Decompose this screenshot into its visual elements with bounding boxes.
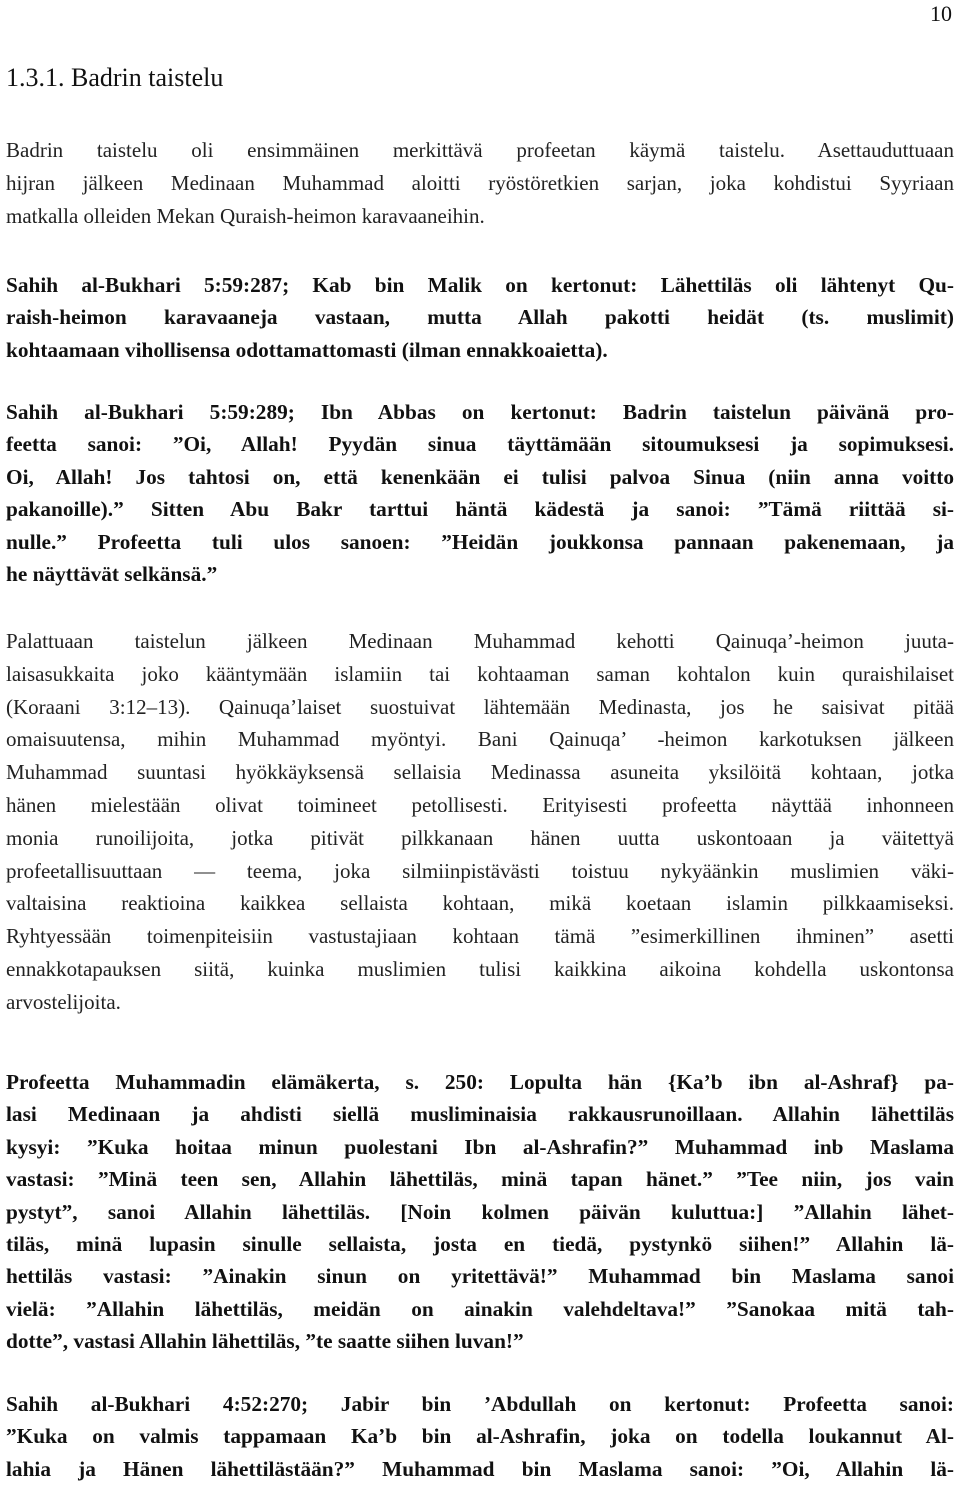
text-line: ennakkotapauksen siitä, kuinka muslimien tulisi kaikkina aikoina kohdella uskontonsa [6,956,954,981]
text-line: Muhammad suuntasi hyökkäyksensä sellaisia Medinassa asuneita yksilöitä kohtaan, jotka [6,760,954,785]
text-line: feetta sanoi: ”Oi, Allah! Pyydän sinua täyttämään sitoumuksesi ja sopimuksesi. [6,432,954,457]
text-line: nulle.” Profeetta tuli ulos sanoen: ”Heidän joukkonsa pannaan pakenemaan, ja [6,529,954,554]
text-line: profeetallisuuttaan — teema, joka silmiinpistävästi toistuu nykyäänkin muslimien väki- [6,858,954,883]
text-line: hettiläs vastasi: ”Ainakin sinun on yritettävä!” Muhammad bin Maslama sanoi [6,1264,954,1289]
text-line: Sahih al-Bukhari 5:59:287; Kab bin Malik on kertonut: Lähettiläs oli lähtenyt Qu- [6,273,954,297]
text-line: Palattuaan taistelun jälkeen Medinaan Muhammad kehotti Qainuqa’-heimon juuta- [6,629,954,653]
text-line: monia runoilijoita, jotka pitivät pilkkanaan hänen uutta uskontoaan ja väitettyä [6,825,954,850]
text-line: Sahih al-Bukhari 4:52:270; Jabir bin ’Abdullah on kertonut: Profeetta sanoi: [6,1392,954,1416]
text-line: omaisuutensa, mihin Muhammad myöntyi. Bani Qainuqa’ -heimon karkotuksen jälkeen [6,727,954,752]
text-line: pystyt”, sanoi Allahin lähettiläs. [Noin kolmen päivän kuluttua:] ”Allahin lähet- [6,1199,954,1224]
text-line: raish-heimon karavaaneja vastaan, mutta Allah pakotti heidät (ts. muslimit) [6,305,954,330]
text-line: lahia ja Hänen lähettilästään?” Muhammad bin Maslama sanoi: ”Oi, Allahin lä- [6,1456,954,1481]
text-line: Badrin taistelu oli ensimmäinen merkittävä profeetan käymä taistelu. Asettauduttuaan [6,138,954,162]
paragraph-intro [6,134,954,232]
text-line: hijran jälkeen Medinaan Muhammad aloitti ryöstöretkien sarjan, joka kohdistui Syyriaan [6,170,954,195]
text-line: ”Kuka on valmis tappamaan Ka’b bin al-Ashrafin, joka on todella loukannut Al- [6,1424,954,1449]
text-line: Profeetta Muhammadin elämäkerta, s. 250: Lopulta hän {Ka’b ibn al-Ashraf} pa- [6,1070,954,1094]
text-line: hänen mielestään olivat toimineet petollisesti. Erityisesti profeetta näyttää inhonneen [6,792,954,817]
page-number: 10 [930,1,952,26]
quote-bukhari-289 [6,396,954,590]
text-line: laisasukkaita joko kääntymään islamiin tai kohtaaman saman kohtalon kuin quraishilaiset [6,661,954,686]
paragraph-qainuqa [6,625,954,1019]
text-line: pakanoille).” Sitten Abu Bakr tarttui häntä kädestä ja sanoi: ”Tämä riittää si- [6,497,954,522]
text-line: (Koraani 3:12–13). Qainuqa’laiset suostuivat lähtemään Medinasta, jos he saisivat pitää [6,694,954,719]
text-line: dotte”, vastasi Allahin lähettiläs, ”te saatte siihen luvan!” [6,1329,524,1354]
text-line: valtaisina reaktioina kaikkea sellaista kohtaan, mikä koetaan islamin pilkkaamiseksi. [6,891,954,916]
section-heading: 1.3.1. Badrin taistelu [6,63,224,92]
text-line: matkalla olleiden Mekan Quraish-heimon karavaaneihin. [6,203,485,228]
text-line: tiläs, minä lupasin sinulle sellaista, josta en tiedä, pystynkö siihen!” Allahin lä- [6,1232,954,1257]
text-line: vastasi: ”Minä teen sen, Allahin lähettiläs, minä tapan hänet.” ”Tee niin, jos vain [6,1167,954,1192]
text-line: arvostelijoita. [6,989,121,1014]
text-line: lasi Medinaan ja ahdisti siellä musliminaisia rakkausrunoillaan. Allahin lähettiläs [6,1102,954,1127]
text-line: kohtaamaan vihollisensa odottamattomasti (ilman ennakkoaietta). [6,337,608,362]
text-line: Ryhtyessään toimenpiteisiin vastustajiaan kohtaan tämä ”esimerkillinen ihminen” asetti [6,924,954,949]
quote-bukhari-270 [6,1388,954,1485]
text-line: he näyttävät selkänsä.” [6,562,218,587]
quote-biography-250 [6,1066,954,1358]
text-line: Oi, Allah! Jos tahtosi on, että kenenkään ei tulisi palvoa Sinua (niin anna voitto [6,464,954,489]
text-line: Sahih al-Bukhari 5:59:289; Ibn Abbas on kertonut: Badrin taistelun päivänä pro- [6,400,954,424]
text-line: kysyi: ”Kuka hoitaa minun puolestani Ibn al-Ashrafin?” Muhammad inb Maslama [6,1134,954,1159]
text-line: vielä: ”Allahin lähettiläs, meidän on ainakin valehdeltava!” ”Sanokaa mitä tah- [6,1296,954,1321]
quote-bukhari-287 [6,269,954,366]
